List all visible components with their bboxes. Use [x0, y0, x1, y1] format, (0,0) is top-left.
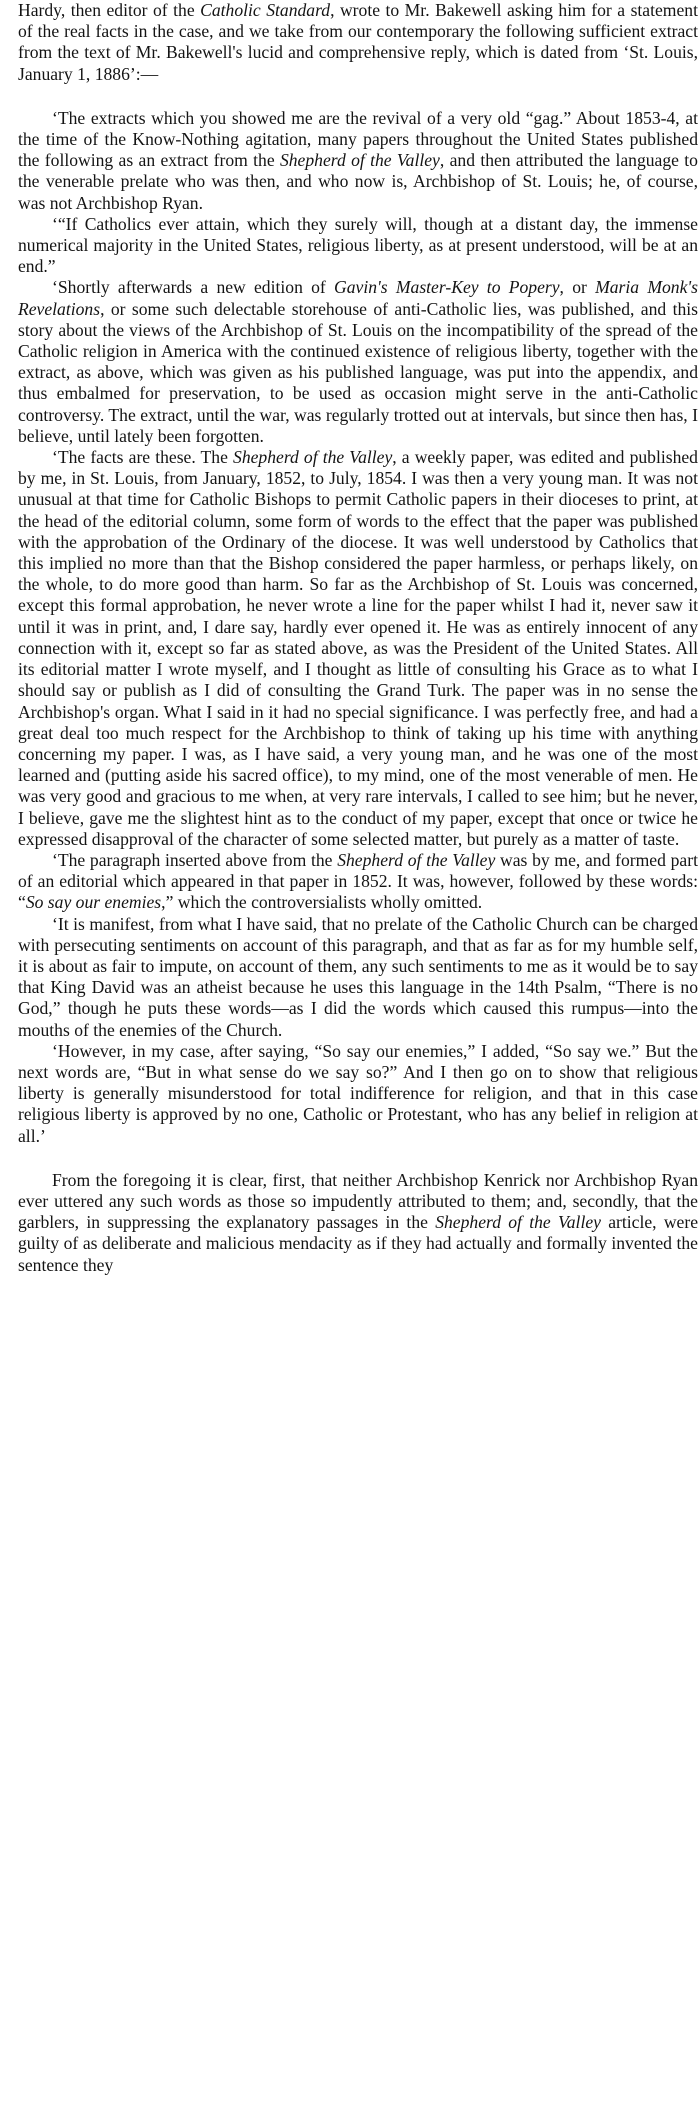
italic-text: Shepherd of the Valley	[233, 447, 393, 468]
text-run: , wrote to Mr. Bakewell asking him for a statement of the real facts in the case, and we take from our contemporary the following sufficient extract from the text of Mr. Bakewell's lucid and comprehensive reply, which is dated from ‘St. Louis, January 1, 1886’:—	[18, 0, 698, 84]
paragraph-p6	[18, 850, 698, 914]
italic-text: So say our enemies	[25, 892, 162, 913]
italic-text: Gavin's Master-Key to Popery	[334, 277, 560, 298]
text-run: , a weekly paper, was edited and published by me, in St. Louis, from January, 1852, to July, 1854. I was then a very young man. It was not unusual at that time for Catholic Bishops to permit Catholic papers in their dioceses to print, at the head of the editorial column, some form of words to the effect that the paper was published with the approbation of the Ordinary of the diocese. It was well understood by Catholics that this implied no more than that the Bishop considered the paper harmless, or perhaps likely, on the whole, to do more good than harm. So far as the Archbishop of St. Louis was concerned, except this formal approbation, he never wrote a line for the paper whilst I had it, never saw it until it was in print, and, I dare say, hardly ever opened it. He was as entirely innocent of any connection with it, except so far as stated above, as was the President of the United States. All its editorial matter I wrote myself, and I thought as little of consulting his Grace as to what I should say or publish as I did of consulting the Grand Turk. The paper was in no sense the Archbishop's organ. What I said in it had no special significance. I was perfectly free, and had a great deal too much respect for the Archbishop to think of taking up his time with anything concerning my paper. I was, as I have said, a very young man, and he was one of the most learned and (putting aside his sacred office), to my mind, one of the most venerable of men. He was very good and gracious to me when, at very rare intervals, I called to see him; but he never, I believe, gave me the slightest hint as to the conduct of my paper, except that once or twice he expressed disapproval of the character of some selected matter, but purely as a matter of taste.	[18, 447, 698, 849]
text-run: ,” which the controversialists wholly omitted.	[161, 892, 483, 913]
paragraph-p5	[18, 447, 698, 850]
text-run: , and then attributed the language to the venerable prelate who was then, and who now is, Archbishop of St. Louis; he, of course, was not Archbishop Ryan.	[18, 150, 698, 213]
italic-text: Maria Monk's Revelations	[18, 277, 698, 319]
paragraph-p7	[18, 914, 698, 1041]
italic-text: Catholic Standard	[200, 0, 331, 20]
text-run: ‘“If Catholics ever attain, which they surely will, though at a distant day, the immense numerical majority in the United States, religious liberty, as at present understood, will be at an end.”	[18, 213, 698, 277]
text-run: , or some such delectable storehouse of anti-Catholic lies, was published, and this story about the views of the Archbishop of St. Louis on the incompatibility of the spread of the Catholic religion in America with the continued existence of religious liberty, together with the extract, as above, which was given as his published language, was put into the appendix, and thus embalmed for preservation, to be used as occasion might serve in the anti-Catholic controversy. The extract, until the war, was regularly trotted out at intervals, but since then has, I believe, until lately been forgotten.	[18, 298, 698, 446]
document-page	[18, 0, 698, 1276]
paragraph-p4	[18, 277, 698, 447]
text-run: ‘However, in my case, after saying, “So say our enemies,” I added, “So say we.” But the next words are, “But in what sense do we say so?” And I then go on to show that religious liberty is generally misunderstood for total indifference for religion, and that in this case religious liberty is approved by no one, Catholic or Protestant, who has any belief in religion at all.’	[18, 1040, 698, 1146]
italic-text: Shepherd of the Valley	[279, 150, 440, 171]
text-run: From the foregoing it is clear, first, that neither Archbishop Kenrick nor Archbishop Ryan ever uttered any such words as those so impudently attributed to them; and, secondly, that the garblers, in suppressing the explanatory passages in the	[18, 1169, 698, 1233]
paragraph-p3	[18, 214, 698, 278]
text-run: was by me, and formed part of an editorial which appeared in that paper in 1852. It was, however, followed by these words: “	[18, 849, 698, 913]
text-run: ‘The extracts which you showed me are the revival of a very old “gag.” About 1853-4, at the time of the Know-Nothing agitation, many papers throughout the United States published the following as an extract from the	[18, 107, 698, 171]
text-run: ‘Shortly afterwards a new edition of	[52, 277, 335, 298]
italic-text: Shepherd of the Valley	[435, 1212, 601, 1233]
text-run: ‘The facts are these. The	[52, 447, 234, 468]
text-run: ‘The paragraph inserted above from the	[52, 849, 338, 870]
paragraph-p1	[18, 0, 698, 85]
text-run: ‘It is manifest, from what I have said, that no prelate of the Catholic Church can be charged with persecuting sentiments on account of this paragraph, and that as far as for my humble self, it is about as fair to impute, on account of them, any such sentiments to me as it would be to say that King David was an atheist because he uses this language in the 14th Psalm, “There is no God,” though he puts these words—as I did the words which caused this rumpus—into the mouths of the enemies of the Church.	[18, 913, 698, 1040]
text-run: , or	[559, 277, 596, 298]
text-run: Hardy, then editor of the	[18, 0, 201, 20]
text-run: article, were guilty of as deliberate and malicious mendacity as if they had actually and formally invented the sentence they	[18, 1212, 699, 1275]
paragraph-p9	[18, 1170, 698, 1276]
italic-text: Shepherd of the Valley	[337, 849, 496, 870]
paragraph-p8	[18, 1041, 698, 1147]
paragraph-p2	[18, 108, 698, 214]
